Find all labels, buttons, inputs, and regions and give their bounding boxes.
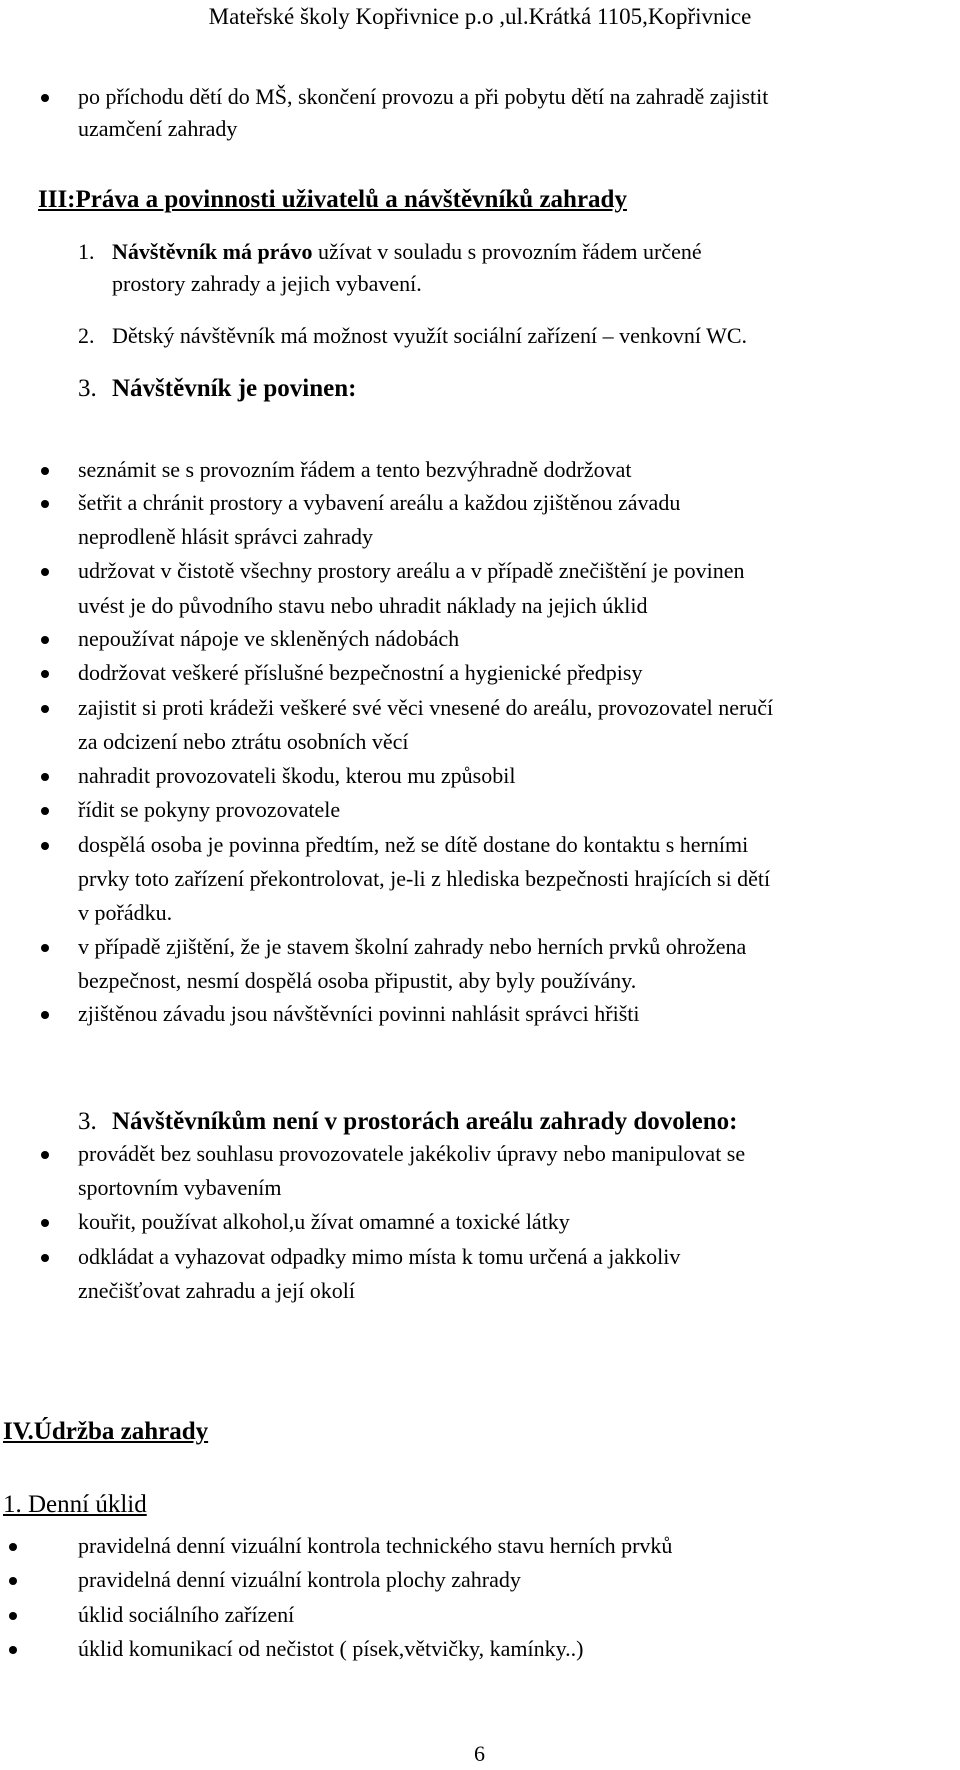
duty-item-11: zjištěnou závadu jsou návštěvníci povinni nahlásit správci hřišti [78, 1001, 640, 1026]
bullet-icon [41, 842, 49, 850]
intro-line-1: po příchodu dětí do MŠ, skončení provozu a při pobytu dětí na zahradě zajistit [78, 84, 769, 109]
duty-item-6-line-1: zajistit si proti krádeži veškeré své věci vnesené do areálu, provozovatel neručí [78, 695, 774, 720]
duty-item-6-line-2: za odcizení nebo ztrátu osobních věcí [78, 729, 409, 754]
duty-item-4: nepoužívat nápoje ve skleněných nádobách [78, 626, 460, 651]
bullet-icon [9, 1646, 17, 1654]
bullet-icon [41, 467, 49, 475]
bullet-icon [41, 94, 49, 102]
duty-item-7: nahradit provozovateli škodu, kterou mu způsobil [78, 763, 516, 788]
bullet-icon [41, 807, 49, 815]
duty-item-2-line-2: neprodleně hlásit správci zahrady [78, 524, 374, 549]
bullet-icon [41, 1254, 49, 1262]
item-1-line-1 [112, 241, 702, 263]
prohibited-item-3-line-2: znečišťovat zahradu a její okolí [78, 1278, 355, 1303]
duty-item-9-line-3: v pořádku. [78, 900, 173, 925]
duty-item-3-line-1: udržovat v čistotě všechny prostory areálu a v případě znečištění je povinen [78, 558, 745, 583]
prohibited-item-1-line-1: provádět bez souhlasu provozovatele jakékoliv úpravy nebo manipulovat se [78, 1141, 746, 1166]
duty-item-1: seznámit se s provozním řádem a tento bezvýhradně dodržovat [78, 457, 632, 482]
bullet-icon [41, 568, 49, 576]
maintenance-item-4: úklid komunikací od nečistot ( písek,větvičky, kamínky..) [78, 1636, 584, 1661]
bullet-icon [41, 670, 49, 678]
bullet-icon [41, 773, 49, 781]
bullet-icon [9, 1543, 17, 1551]
duty-item-5: dodržovat veškeré příslušné bezpečnostní a hygienické předpisy [78, 660, 643, 685]
duty-item-10-line-1: v případě zjištění, že je stavem školní zahrady nebo herních prvků ohrožena [78, 934, 747, 959]
page-number: 6 [474, 1741, 485, 1766]
item-3-heading: Návštěvník je povinen: [112, 375, 357, 402]
maintenance-item-2: pravidelná denní vizuální kontrola plochy zahrady [78, 1567, 521, 1592]
prohibited-number: 3. [78, 1108, 97, 1135]
item-1-bold: Návštěvník má právo [112, 239, 313, 264]
bullet-icon [41, 1219, 49, 1227]
bullet-icon [41, 1011, 49, 1019]
intro-line-2: uzamčení zahrady [78, 116, 238, 141]
item-2-text: Dětský návštěvník má možnost využít sociální zařízení – venkovní WC. [112, 323, 748, 348]
bullet-icon [41, 500, 49, 508]
duty-item-8: řídit se pokyny provozovatele [78, 797, 341, 822]
item-3-number: 3. [78, 375, 97, 402]
duty-item-9-line-1: dospělá osoba je povinna předtím, než se dítě dostane do kontaktu s herními [78, 832, 749, 857]
bullet-icon [41, 1151, 49, 1159]
item-2-number: 2. [78, 323, 95, 348]
bullet-icon [9, 1577, 17, 1585]
item-1-number: 1. [78, 239, 95, 264]
duty-item-9-line-2: prvky toto zařízení překontrolovat, je-li z hlediska bezpečnosti hrajících si dětí [78, 866, 771, 891]
maintenance-item-1: pravidelná denní vizuální kontrola technického stavu herních prvků [78, 1533, 673, 1558]
prohibited-item-1-line-2: sportovním vybavením [78, 1175, 282, 1200]
bullet-icon [9, 1612, 17, 1620]
prohibited-item-2: kouřit, používat alkohol,u žívat omamné a toxické látky [78, 1209, 570, 1234]
duty-item-3-line-2: uvést je do původního stavu nebo uhradit náklady na jejich úklid [78, 593, 648, 618]
prohibited-item-3-line-1: odkládat a vyhazovat odpadky mimo místa k tomu určená a jakkoliv [78, 1244, 681, 1269]
item-1-rest: užívat v souladu s provozním řádem určené [312, 239, 702, 264]
prohibited-heading: Návštěvníkům není v prostorách areálu zahrady dovoleno: [112, 1108, 738, 1135]
section-iv-heading: IV.Údržba zahrady [3, 1418, 209, 1445]
section-iii-heading: III:Práva a povinnosti uživatelů a návštěvníků zahrady [38, 186, 627, 213]
item-1-line-2: prostory zahrady a jejich vybavení. [112, 271, 422, 296]
section-iv-subheading: 1. Denní úklid [3, 1491, 147, 1518]
bullet-icon [41, 636, 49, 644]
duty-item-2-line-1: šetřit a chránit prostory a vybavení areálu a každou zjištěnou závadu [78, 490, 681, 515]
bullet-icon [41, 944, 49, 952]
maintenance-item-3: úklid sociálního zařízení [78, 1602, 295, 1627]
duty-item-10-line-2: bezpečnost, nesmí dospělá osoba připustit, aby byly používány. [78, 968, 637, 993]
bullet-icon [41, 705, 49, 713]
page-header: Mateřské školy Kopřivnice p.o ,ul.Krátká 1105,Kopřivnice [208, 4, 752, 29]
